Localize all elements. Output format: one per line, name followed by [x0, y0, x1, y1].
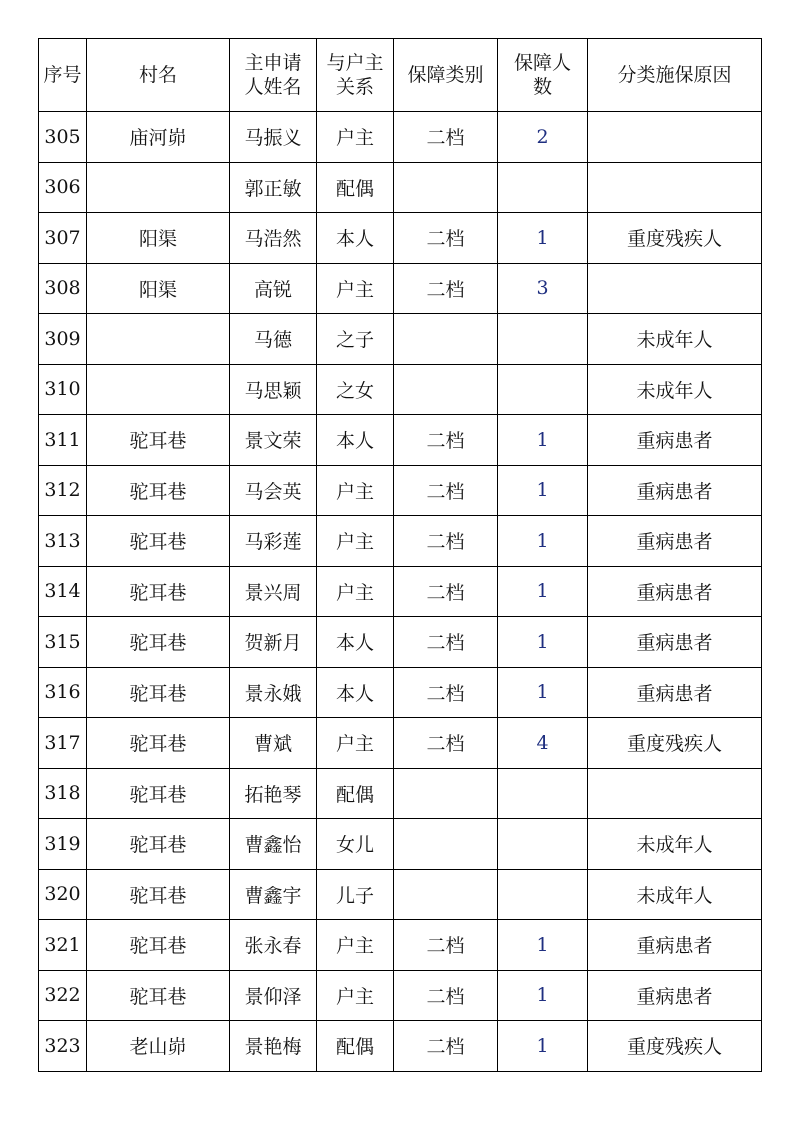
cell-village: [87, 162, 230, 213]
table-row: [39, 617, 762, 668]
cell-seq: 307: [39, 213, 87, 264]
cell-count: [498, 819, 588, 870]
cell-name: 景艳梅: [230, 1021, 317, 1072]
header-seq: 序号: [39, 39, 87, 112]
cell-village: 驼耳巷: [87, 516, 230, 567]
cell-village: 阳渠: [87, 263, 230, 314]
cell-relation: 户主: [317, 920, 394, 971]
cell-seq: 311: [39, 415, 87, 466]
cell-reason: 重病患者: [588, 617, 762, 668]
cell-name: 景兴周: [230, 566, 317, 617]
cell-village: 驼耳巷: [87, 465, 230, 516]
cell-seq: 305: [39, 112, 87, 163]
cell-count: 3: [498, 263, 588, 314]
cell-count: 1: [498, 617, 588, 668]
cell-reason: 重度残疾人: [588, 718, 762, 769]
cell-name: 马思颖: [230, 364, 317, 415]
cell-count: 1: [498, 415, 588, 466]
cell-category: [394, 819, 498, 870]
cell-count: 1: [498, 1021, 588, 1072]
table-row: [39, 465, 762, 516]
cell-seq: 321: [39, 920, 87, 971]
cell-category: 二档: [394, 920, 498, 971]
cell-count: 1: [498, 213, 588, 264]
cell-category: 二档: [394, 112, 498, 163]
cell-name: 郭正敏: [230, 162, 317, 213]
cell-seq: 312: [39, 465, 87, 516]
cell-category: 二档: [394, 1021, 498, 1072]
cell-reason: 重度残疾人: [588, 1021, 762, 1072]
cell-name: 马振义: [230, 112, 317, 163]
cell-seq: 317: [39, 718, 87, 769]
cell-count: 1: [498, 970, 588, 1021]
cell-village: 驼耳巷: [87, 819, 230, 870]
table-row: [39, 869, 762, 920]
cell-relation: 本人: [317, 667, 394, 718]
cell-name: 马会英: [230, 465, 317, 516]
cell-seq: 323: [39, 1021, 87, 1072]
cell-category: [394, 314, 498, 365]
cell-seq: 310: [39, 364, 87, 415]
header-count: 保障人 数: [498, 39, 588, 112]
cell-village: 驼耳巷: [87, 415, 230, 466]
cell-name: 高锐: [230, 263, 317, 314]
cell-category: 二档: [394, 970, 498, 1021]
cell-village: 驼耳巷: [87, 718, 230, 769]
cell-relation: 户主: [317, 970, 394, 1021]
cell-relation: 女儿: [317, 819, 394, 870]
table-row: [39, 213, 762, 264]
cell-category: 二档: [394, 415, 498, 466]
cell-name: 景文荣: [230, 415, 317, 466]
cell-village: 驼耳巷: [87, 617, 230, 668]
cell-relation: 户主: [317, 112, 394, 163]
cell-category: 二档: [394, 465, 498, 516]
cell-count: [498, 364, 588, 415]
cell-village: 驼耳巷: [87, 667, 230, 718]
table-row: [39, 314, 762, 365]
cell-seq: 308: [39, 263, 87, 314]
cell-relation: 之子: [317, 314, 394, 365]
cell-count: [498, 162, 588, 213]
table-row: [39, 112, 762, 163]
cell-relation: 本人: [317, 617, 394, 668]
cell-relation: 儿子: [317, 869, 394, 920]
cell-count: 1: [498, 516, 588, 567]
cell-seq: 315: [39, 617, 87, 668]
cell-name: 曹鑫宇: [230, 869, 317, 920]
header-reason: 分类施保原因: [588, 39, 762, 112]
cell-relation: 本人: [317, 415, 394, 466]
cell-village: 庙河峁: [87, 112, 230, 163]
table-row: [39, 920, 762, 971]
cell-count: 1: [498, 920, 588, 971]
header-relation: 与户主 关系: [317, 39, 394, 112]
cell-reason: 重病患者: [588, 667, 762, 718]
cell-relation: 户主: [317, 566, 394, 617]
cell-village: 驼耳巷: [87, 920, 230, 971]
cell-category: 二档: [394, 516, 498, 567]
cell-reason: 未成年人: [588, 819, 762, 870]
header-village: 村名: [87, 39, 230, 112]
header-category: 保障类别: [394, 39, 498, 112]
cell-category: [394, 162, 498, 213]
cell-reason: 重病患者: [588, 566, 762, 617]
cell-seq: 318: [39, 768, 87, 819]
cell-count: 1: [498, 667, 588, 718]
table-row: [39, 819, 762, 870]
cell-village: 驼耳巷: [87, 970, 230, 1021]
cell-relation: 配偶: [317, 162, 394, 213]
cell-name: 景仰泽: [230, 970, 317, 1021]
cell-seq: 313: [39, 516, 87, 567]
cell-name: 马德: [230, 314, 317, 365]
table-row: [39, 566, 762, 617]
table-row: [39, 1021, 762, 1072]
table-header-row: [39, 39, 762, 112]
cell-seq: 320: [39, 869, 87, 920]
cell-seq: 316: [39, 667, 87, 718]
cell-relation: 户主: [317, 516, 394, 567]
cell-category: [394, 768, 498, 819]
cell-reason: 未成年人: [588, 364, 762, 415]
table-row: [39, 667, 762, 718]
cell-relation: 户主: [317, 718, 394, 769]
cell-count: [498, 768, 588, 819]
cell-reason: 重度残疾人: [588, 213, 762, 264]
table-row: [39, 162, 762, 213]
cell-name: 曹鑫怡: [230, 819, 317, 870]
table-row: [39, 718, 762, 769]
cell-seq: 306: [39, 162, 87, 213]
table-body: [39, 112, 762, 1072]
cell-seq: 322: [39, 970, 87, 1021]
cell-name: 贺新月: [230, 617, 317, 668]
table-row: [39, 970, 762, 1021]
cell-category: 二档: [394, 718, 498, 769]
cell-relation: 配偶: [317, 1021, 394, 1072]
table-row: [39, 415, 762, 466]
cell-category: 二档: [394, 566, 498, 617]
cell-count: 4: [498, 718, 588, 769]
cell-category: 二档: [394, 667, 498, 718]
cell-count: [498, 869, 588, 920]
cell-village: 驼耳巷: [87, 566, 230, 617]
cell-village: 阳渠: [87, 213, 230, 264]
table-row: [39, 263, 762, 314]
cell-reason: 重病患者: [588, 465, 762, 516]
cell-reason: 重病患者: [588, 415, 762, 466]
table-row: [39, 768, 762, 819]
cell-count: 1: [498, 465, 588, 516]
cell-relation: 户主: [317, 465, 394, 516]
cell-name: 景永娥: [230, 667, 317, 718]
cell-name: 张永春: [230, 920, 317, 971]
cell-relation: 配偶: [317, 768, 394, 819]
cell-reason: 重病患者: [588, 970, 762, 1021]
cell-count: 1: [498, 566, 588, 617]
cell-name: 曹斌: [230, 718, 317, 769]
cell-count: 2: [498, 112, 588, 163]
cell-name: 拓艳琴: [230, 768, 317, 819]
cell-reason: 未成年人: [588, 869, 762, 920]
header-applicant: 主申请 人姓名: [230, 39, 317, 112]
table-row: [39, 364, 762, 415]
cell-relation: 户主: [317, 263, 394, 314]
cell-category: 二档: [394, 263, 498, 314]
cell-category: [394, 869, 498, 920]
cell-category: 二档: [394, 617, 498, 668]
table-row: [39, 516, 762, 567]
cell-name: 马浩然: [230, 213, 317, 264]
cell-reason: [588, 112, 762, 163]
cell-village: 老山峁: [87, 1021, 230, 1072]
cell-reason: [588, 162, 762, 213]
cell-seq: 314: [39, 566, 87, 617]
cell-village: 驼耳巷: [87, 869, 230, 920]
cell-category: [394, 364, 498, 415]
cell-count: [498, 314, 588, 365]
cell-relation: 本人: [317, 213, 394, 264]
cell-reason: 重病患者: [588, 516, 762, 567]
cell-reason: 未成年人: [588, 314, 762, 365]
cell-seq: 319: [39, 819, 87, 870]
cell-reason: [588, 768, 762, 819]
cell-name: 马彩莲: [230, 516, 317, 567]
cell-village: 驼耳巷: [87, 768, 230, 819]
cell-village: [87, 314, 230, 365]
assistance-roster-table: [38, 38, 762, 1072]
cell-village: [87, 364, 230, 415]
cell-reason: [588, 263, 762, 314]
cell-relation: 之女: [317, 364, 394, 415]
cell-seq: 309: [39, 314, 87, 365]
cell-category: 二档: [394, 213, 498, 264]
cell-reason: 重病患者: [588, 920, 762, 971]
